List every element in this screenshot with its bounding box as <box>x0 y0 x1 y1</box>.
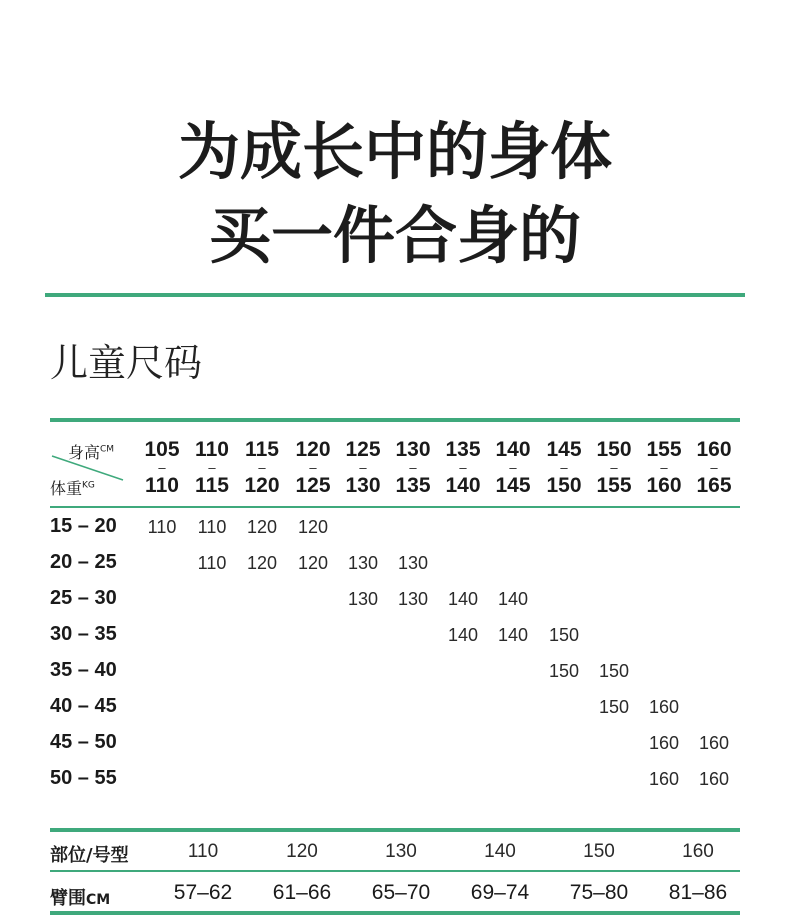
weight-row-label: 15 – 20 <box>50 515 117 537</box>
height-from-0: 105 <box>144 438 180 461</box>
height-from-4: 125 <box>345 438 381 461</box>
bottom-table-bottom-rule <box>50 911 740 915</box>
size-header-cell: 130 <box>385 841 417 862</box>
size-cell: 150 <box>598 697 630 717</box>
size-cell: 130 <box>397 589 429 609</box>
height-range-dash: – <box>459 460 467 475</box>
weight-row-label: 30 – 35 <box>50 623 117 645</box>
size-cell: 160 <box>648 769 680 789</box>
height-from-1: 110 <box>195 438 229 461</box>
size-header-cell: 160 <box>682 841 714 862</box>
height-to-8: 150 <box>546 474 582 497</box>
height-from-5: 130 <box>395 438 431 461</box>
size-cell: 160 <box>698 733 730 753</box>
size-cell: 130 <box>347 553 379 573</box>
size-cell: 110 <box>147 517 177 537</box>
arm-value-cell: 65–70 <box>371 881 431 904</box>
arm-value-cell: 61–66 <box>272 881 332 904</box>
size-cell: 120 <box>246 553 278 573</box>
size-cell: 130 <box>397 553 429 573</box>
weight-row-label: 20 – 25 <box>50 551 117 573</box>
arm-unit: CM <box>86 892 111 908</box>
table-top-rule <box>50 418 740 422</box>
height-to-1: 115 <box>195 474 229 497</box>
part-size-label: 部位/号型 <box>50 845 129 866</box>
size-cell: 160 <box>648 733 680 753</box>
size-cell: 150 <box>548 625 580 645</box>
size-cell: 140 <box>497 589 529 609</box>
size-header-cell: 120 <box>286 841 318 862</box>
height-range-dash: – <box>208 460 216 475</box>
height-to-10: 160 <box>646 474 682 497</box>
size-cell: 150 <box>548 661 580 681</box>
headline-divider <box>45 293 745 297</box>
weight-row-label: 35 – 40 <box>50 659 117 681</box>
size-header-cell: 150 <box>583 841 615 862</box>
height-to-7: 145 <box>495 474 531 497</box>
height-to-9: 155 <box>596 474 632 497</box>
height-from-7: 140 <box>495 438 531 461</box>
height-range-dash: – <box>710 460 718 475</box>
arm-value-cell: 57–62 <box>173 881 233 904</box>
height-header <box>68 440 114 463</box>
height-range-dash: – <box>560 460 568 475</box>
weight-row-label: 45 – 50 <box>50 731 117 753</box>
weight-header <box>50 476 95 499</box>
height-from-8: 145 <box>546 438 582 461</box>
size-cell: 160 <box>648 697 680 717</box>
arm-value-cell: 69–74 <box>470 881 530 904</box>
size-cell: 140 <box>497 625 529 645</box>
height-range-dash: – <box>660 460 668 475</box>
size-cell: 140 <box>447 589 479 609</box>
arm-label: 臂围 <box>50 888 86 909</box>
arm-label-wrap <box>50 884 110 910</box>
height-to-2: 120 <box>244 474 280 497</box>
headline-line-1: 为成长中的身体 <box>177 115 612 188</box>
size-cell: 110 <box>197 553 227 573</box>
size-cell: 110 <box>197 517 227 537</box>
height-from-3: 120 <box>295 438 331 461</box>
bottom-table-mid-rule <box>50 870 740 872</box>
height-range-dash: – <box>509 460 517 475</box>
headline-line-2: 买一件合身的 <box>208 199 581 272</box>
weight-row-label: 50 – 55 <box>50 767 117 789</box>
height-to-0: 110 <box>145 474 179 497</box>
height-unit: CM <box>100 444 115 455</box>
height-from-11: 160 <box>696 438 732 461</box>
height-to-4: 130 <box>345 474 381 497</box>
height-range-dash: – <box>158 460 166 475</box>
size-cell: 130 <box>347 589 379 609</box>
size-cell: 120 <box>297 517 329 537</box>
height-to-11: 165 <box>696 474 732 497</box>
arm-value-cell: 75–80 <box>569 881 629 904</box>
height-range-dash: – <box>409 460 417 475</box>
size-cell: 140 <box>447 625 479 645</box>
header-bottom-rule <box>50 506 740 508</box>
height-to-3: 125 <box>295 474 331 497</box>
height-from-2: 115 <box>245 438 279 461</box>
weight-row-label: 25 – 30 <box>50 587 117 609</box>
section-title: 儿童尺码 <box>50 341 203 385</box>
size-cell: 120 <box>246 517 278 537</box>
height-from-10: 155 <box>646 438 682 461</box>
size-header-cell: 140 <box>484 841 516 862</box>
height-range-dash: – <box>359 460 367 475</box>
height-to-5: 135 <box>395 474 431 497</box>
size-cell: 120 <box>297 553 329 573</box>
height-range-dash: – <box>610 460 618 475</box>
bottom-table-top-rule <box>50 828 740 832</box>
height-range-dash: – <box>309 460 317 475</box>
weight-label: 体重 <box>50 479 83 498</box>
height-label: 身高 <box>68 443 101 462</box>
height-from-9: 150 <box>596 438 632 461</box>
height-range-dash: – <box>258 460 266 475</box>
weight-row-label: 40 – 45 <box>50 695 117 717</box>
height-from-6: 135 <box>445 438 481 461</box>
weight-unit: KG <box>82 480 95 491</box>
size-cell: 160 <box>698 769 730 789</box>
size-cell: 150 <box>598 661 630 681</box>
size-header-cell: 110 <box>187 841 219 862</box>
arm-value-cell: 81–86 <box>668 881 728 904</box>
height-to-6: 140 <box>445 474 481 497</box>
